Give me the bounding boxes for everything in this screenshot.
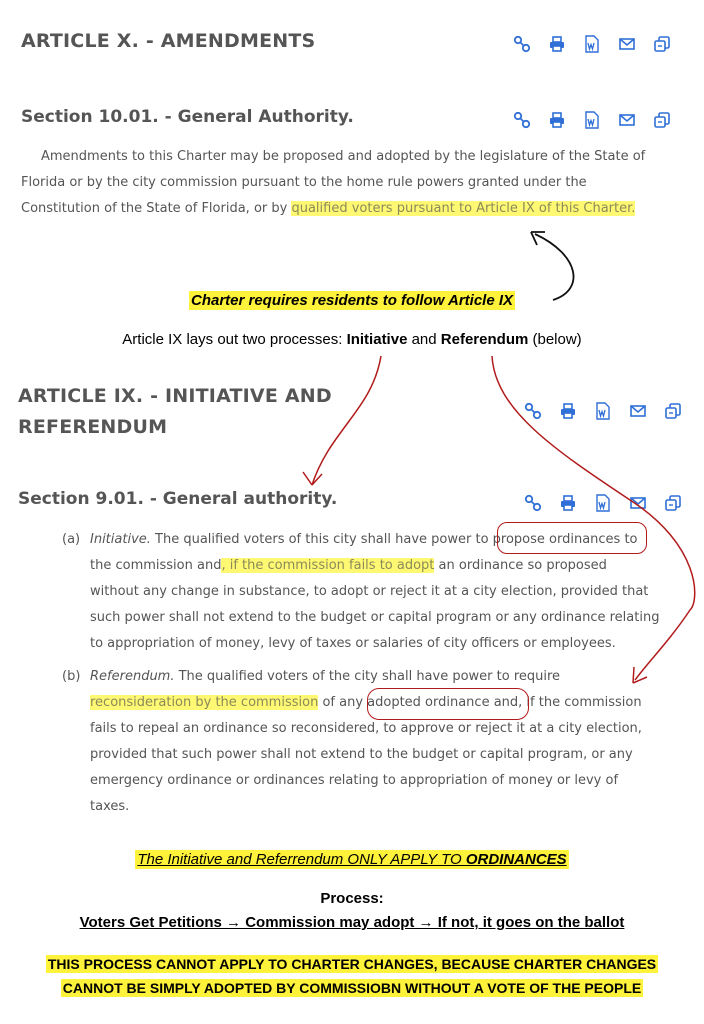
conclusion: THIS PROCESS CANNOT APPLY TO CHARTER CHANGES, BECAUSE CHARTER CHANGES CANNOT BE SIMPLY ADOPTED BY COMMISSIOBN WITHOUT A VOTE OF THE PEOPLE — [47, 956, 657, 996]
body-line: fails to repeal an ordinance so reconsidered, to approve or reject it at a city election, — [90, 721, 642, 736]
clause-a-marker: (a) — [62, 532, 81, 547]
body-line: without any change in substance, to adopt or reject it at a city election, provided that — [90, 584, 649, 599]
body-line: provided that such power shall not extend to the budget or capital program, or any — [90, 747, 633, 762]
highlight-qualified-voters: qualified voters pursuant to Article IX of this Charter. — [291, 201, 636, 216]
article-ix-title: ARTICLE IX. - INITIATIVE AND REFERENDUM — [18, 385, 332, 438]
adopted-ordinance: adopted ordinance — [367, 695, 490, 710]
section-9-01-title: Section 9.01. - General authority. — [18, 489, 338, 509]
body-line: such power shall not extend to the budget or capital program or any ordinance relating — [90, 610, 660, 625]
body-line: Constitution of the State of Florida, or by qualified voters pursuant to Article IX of this Charter. — [21, 201, 636, 216]
article-x-title: ARTICLE X. - AMENDMENTS — [21, 30, 316, 52]
red-arrow-referendum — [492, 356, 695, 680]
process-steps: Voters Get Petitions → Commission may adopt → If not, it goes on the ballot — [79, 914, 625, 931]
body-line: emergency ordinance or ordinances relating to appropriation of money or levy of — [90, 773, 619, 788]
body-line: taxes. — [90, 799, 130, 814]
body-line: the commission and, if the commission fails to adopt an ordinance so proposed — [90, 558, 607, 573]
annotation-article-ix: Charter requires residents to follow Article IX — [190, 292, 514, 309]
body-line: Florida or by the city commission pursuant to the home rule powers granted under the — [21, 175, 587, 190]
annotation-two-processes: Article IX lays out two processes: Initiative and Referendum (below) — [122, 331, 582, 348]
clause-b-marker: (b) — [62, 669, 81, 684]
body-line: Initiative. The qualified voters of this city shall have power to propose ordinances to — [90, 532, 638, 547]
red-arrow-initiative — [312, 356, 381, 485]
section-10-01-title: Section 10.01. - General Authority. — [21, 107, 354, 127]
process-heading: Process: — [320, 890, 384, 907]
body-line: reconsideration by the commission of any adopted ordinance and, if the commission — [90, 695, 642, 710]
black-arrow-to-article-ix — [535, 234, 574, 300]
body-line: Referendum. The qualified voters of the city shall have power to require — [90, 669, 561, 684]
body-line: to appropriation of money, levy of taxes or salaries of city officers or employees. — [90, 636, 616, 651]
highlight-reconsideration: reconsideration by the commission — [90, 695, 319, 710]
body-line: Amendments to this Charter may be proposed and adopted by the legislature of the State of — [41, 149, 646, 164]
highlight-commission-fails: , if the commission fails to adopt — [221, 558, 435, 573]
annotation-ordinances-only: The Initiative and Referrendum ONLY APPLY TO ORDINANCES — [137, 851, 567, 868]
propose-ordinances: propose ordinances — [492, 532, 621, 547]
